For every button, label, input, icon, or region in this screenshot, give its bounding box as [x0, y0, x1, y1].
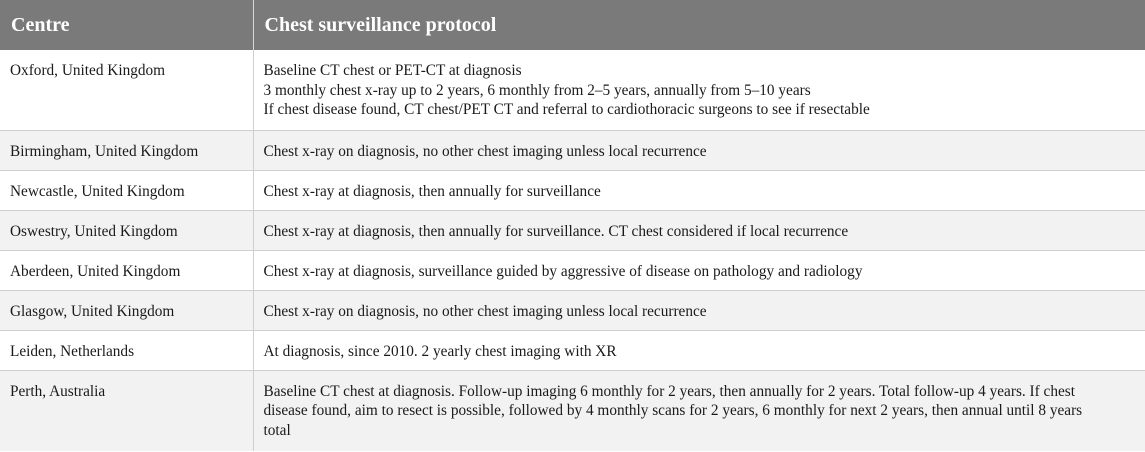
table-row	[0, 250, 1145, 290]
protocol-cell	[253, 330, 1145, 370]
table-row	[0, 130, 1145, 170]
protocol-line: disease found, aim to resect is possible, followed by 4 monthly scans for 2 years, 6 monthly for next 2 years, then annual until 8 years	[263, 402, 1083, 419]
protocol-line: Baseline CT chest or PET-CT at diagnosis	[263, 62, 522, 79]
centre-cell: Oswestry, United Kingdom	[0, 210, 253, 250]
centre-cell: Oxford, United Kingdom	[0, 50, 253, 130]
protocol-cell	[253, 210, 1145, 250]
header-centre: Centre	[0, 0, 253, 50]
protocol-cell	[253, 50, 1145, 130]
protocol-cell	[253, 170, 1145, 210]
centre-cell: Birmingham, United Kingdom	[0, 130, 253, 170]
protocol-cell	[253, 290, 1145, 330]
table-header	[0, 0, 1145, 50]
centre-cell: Glasgow, United Kingdom	[0, 290, 253, 330]
protocol-line: If chest disease found, CT chest/PET CT and referral to cardiothoracic surgeons to see if resectable	[263, 101, 870, 118]
table-row	[0, 210, 1145, 250]
centre-cell: Aberdeen, United Kingdom	[0, 250, 253, 290]
protocol-line: Chest x-ray at diagnosis, then annually for surveillance	[263, 182, 601, 200]
centre-cell: Perth, Australia	[0, 370, 253, 451]
protocol-line: At diagnosis, since 2010. 2 yearly chest imaging with XR	[263, 342, 617, 360]
table-row	[0, 170, 1145, 210]
centre-cell: Newcastle, United Kingdom	[0, 170, 253, 210]
table-row	[0, 50, 1145, 130]
protocol-cell	[253, 370, 1145, 451]
table-row	[0, 290, 1145, 330]
protocol-line: total	[263, 421, 291, 439]
header-row	[0, 0, 1145, 50]
protocol-line: Baseline CT chest at diagnosis. Follow-up imaging 6 monthly for 2 years, then annually for 2 years. Total follow-up 4 years. If chest	[263, 382, 1075, 400]
protocol-line: Chest x-ray at diagnosis, surveillance guided by aggressive of disease on pathology and radiology	[263, 262, 863, 280]
protocol-cell	[253, 250, 1145, 290]
protocol-line: Chest x-ray on diagnosis, no other chest imaging unless local recurrence	[263, 302, 707, 320]
table-row	[0, 370, 1145, 451]
table-body	[0, 50, 1145, 451]
header-protocol: Chest surveillance protocol	[253, 0, 1145, 50]
protocol-cell	[253, 130, 1145, 170]
table-row	[0, 330, 1145, 370]
protocol-line: 3 monthly chest x-ray up to 2 years, 6 monthly from 2–5 years, annually from 5–10 years	[263, 81, 811, 99]
protocol-line: Chest x-ray on diagnosis, no other chest imaging unless local recurrence	[263, 142, 707, 160]
centre-cell: Leiden, Netherlands	[0, 330, 253, 370]
protocol-line: Chest x-ray at diagnosis, then annually for surveillance. CT chest considered if local recurrence	[263, 222, 849, 240]
